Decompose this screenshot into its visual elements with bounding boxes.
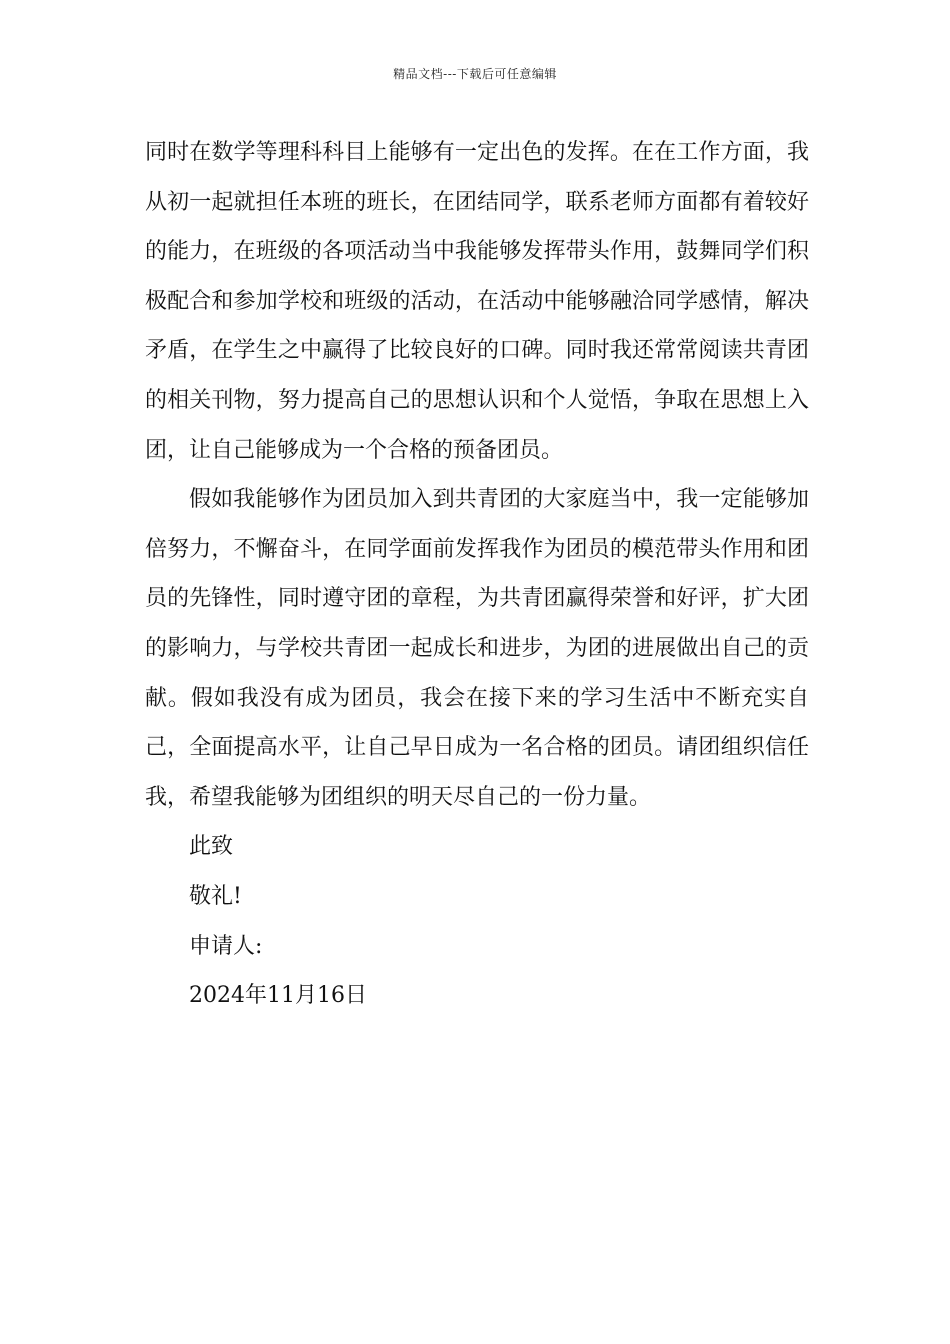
closing-regards: 敬礼! — [189, 883, 242, 909]
paragraph-commitment: 假如我能够作为团员加入到共青团的大家庭当中，我一定能够加倍努力，不懈奋斗，在同学面前发挥我作为团员的模范带头作用和团员的先锋性，同时遵守团的章程，为共青团赢得荣誉和好评，扩大团的影响力，与学校共青团一起成长和进步，为团的进展做出自己的贡献。假如我没有成为团员，我会在接下来的学习生活中不断充实自己，全面提高水平，让自己早日成为一名合格的团员。请团组织信任我，希望我能够为团组织的明天尽自己的一份力量。 — [145, 487, 809, 810]
page-header: 精品文档---下载后可任意编辑 — [393, 67, 557, 81]
applicant-label: 申请人: — [189, 933, 263, 959]
closing-salutation: 此致 — [189, 834, 234, 860]
letter-date: 2024年11月16日 — [189, 983, 367, 1009]
paragraph-continuation: 同时在数学等理科科目上能够有一定出色的发挥。在在工作方面，我从初一起就担任本班的班长，在团结同学，联系老师方面都有着较好的能力，在班级的各项活动当中我能够发挥带头作用，鼓舞同学们积极配合和参加学校和班级的活动，在活动中能够融洽同学感情，解决矛盾，在学生之中赢得了比较良好的口碑。同时我还常常阅读共青团的相关刊物，努力提高自己的思想认识和个人觉悟，争取在思想上入团，让自己能够成为一个合格的预备团员。 — [145, 140, 809, 463]
letter-body — [145, 128, 809, 1021]
